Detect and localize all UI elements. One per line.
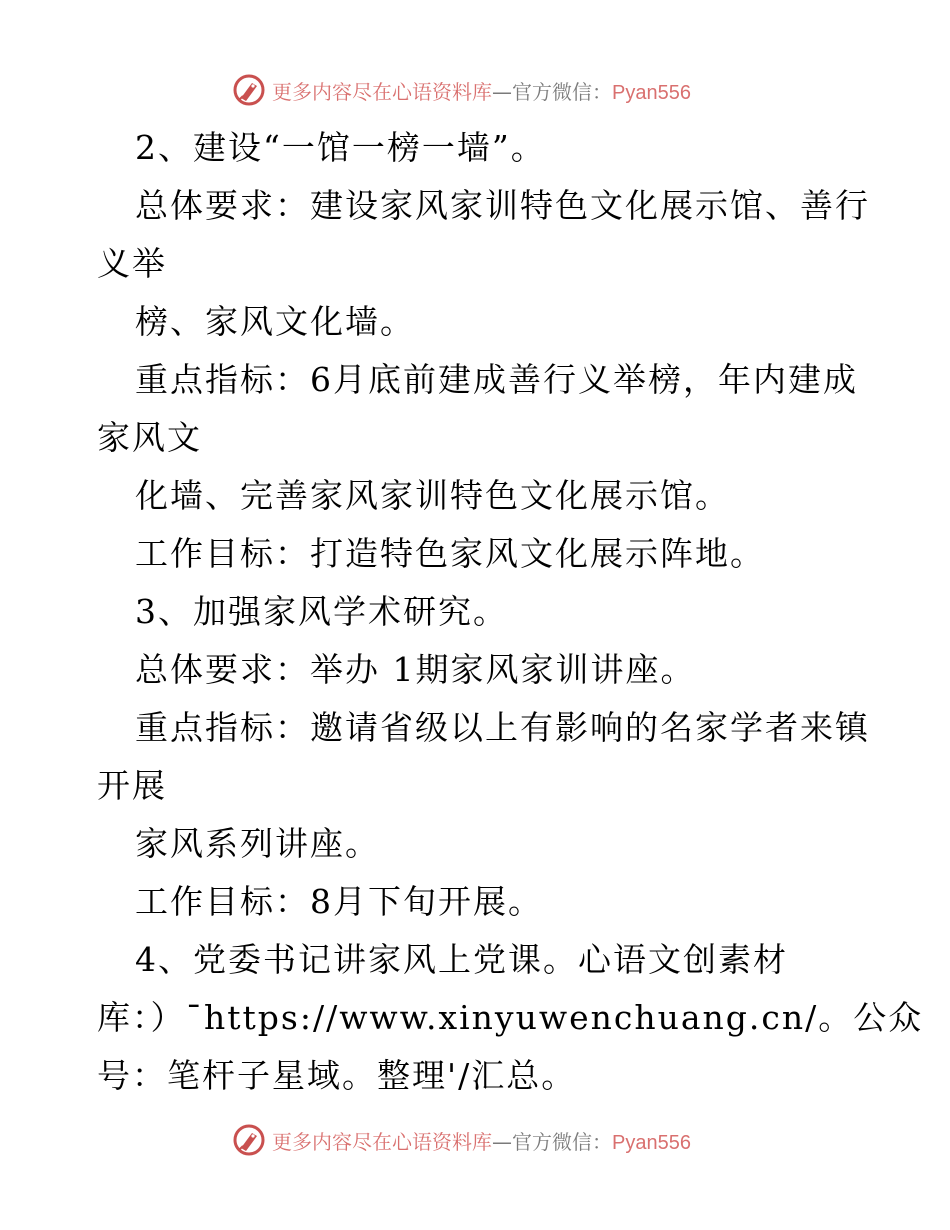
text-line: 库：）¯https://www.xinyuwenchuang.cn/。公众 bbox=[97, 998, 924, 1037]
text-line: 家风系列讲座。 bbox=[135, 824, 380, 863]
footer-banner-separator: — bbox=[492, 1129, 512, 1154]
text-line: 重点指标：6月底前建成善行义举榜，年内建成 bbox=[135, 360, 858, 399]
text-line: 2、建设“一馆一榜一墙”。 bbox=[135, 128, 546, 167]
text-line: 化墙、完善家风家训特色文化展示馆。 bbox=[135, 476, 730, 515]
text-line: 工作目标：8月下旬开展。 bbox=[135, 882, 543, 921]
footer-banner-main: 更多内容尽在心语资料库 bbox=[272, 1129, 492, 1154]
header-banner-wechat-id: Pyan556 bbox=[612, 81, 691, 104]
text-line: 号：笔杆子星域。整理'/汇总。 bbox=[97, 1056, 577, 1095]
pen-nib-logo-icon bbox=[232, 1123, 266, 1157]
header-banner-wechat-label: 官方微信： bbox=[512, 79, 612, 104]
header-banner-main: 更多内容尽在心语资料库 bbox=[272, 79, 492, 104]
text-line: 3、加强家风学术研究。 bbox=[135, 592, 508, 631]
text-line: 总体要求：举办 1期家风家训讲座。 bbox=[135, 650, 696, 689]
text-line: 家风文 bbox=[97, 418, 202, 457]
footer-banner-wechat-label: 官方微信： bbox=[512, 1129, 612, 1154]
header-banner bbox=[232, 72, 691, 108]
text-line: 工作目标：打造特色家风文化展示阵地。 bbox=[135, 534, 765, 573]
text-line: 榜、家风文化墙。 bbox=[135, 302, 415, 341]
pen-nib-logo-icon bbox=[232, 73, 266, 107]
text-line: 总体要求：建设家风家训特色文化展示馆、善行 bbox=[135, 186, 870, 225]
header-banner-text bbox=[272, 76, 691, 105]
footer-banner-text bbox=[272, 1126, 691, 1155]
text-line: 4、党委书记讲家风上党课。心语文创素材 bbox=[135, 940, 788, 979]
footer-banner bbox=[232, 1122, 691, 1158]
footer-banner-wechat-id: Pyan556 bbox=[612, 1131, 691, 1154]
header-banner-separator: — bbox=[492, 79, 512, 104]
text-line: 义举 bbox=[97, 244, 167, 283]
text-line: 重点指标：邀请省级以上有影响的名家学者来镇 bbox=[135, 708, 870, 747]
text-line: 开展 bbox=[97, 766, 167, 805]
